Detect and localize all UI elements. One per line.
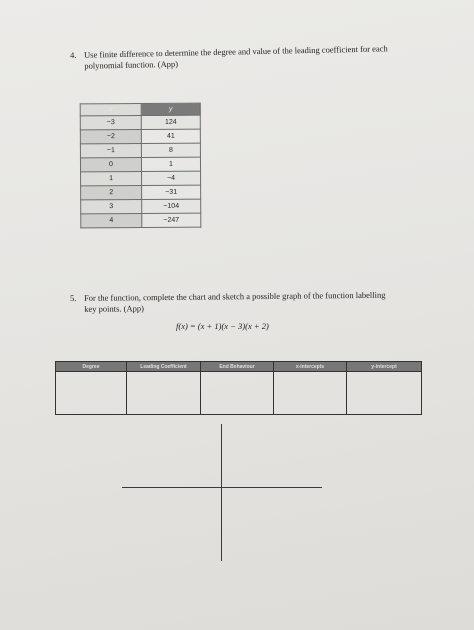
finite-difference-table [80, 103, 202, 229]
x-cell: 0 [80, 157, 141, 171]
column-header-x: x [80, 103, 141, 115]
answer-cell-end-behaviour[interactable] [201, 372, 274, 415]
table-row [80, 157, 200, 172]
x-cell: −3 [80, 115, 141, 129]
y-cell: −104 [142, 199, 201, 213]
table-row [81, 199, 201, 214]
table-row [81, 185, 201, 200]
header-degree: Degree [56, 362, 127, 372]
header-y-intercept: y-intercept [347, 362, 422, 372]
y-cell: 8 [141, 143, 200, 157]
answer-row [56, 372, 422, 415]
y-cell: 1 [141, 157, 200, 171]
x-cell: 3 [81, 199, 142, 213]
table-row [81, 171, 201, 186]
x-cell: 1 [81, 171, 142, 185]
x-cell: −1 [80, 143, 141, 157]
question-text-continued: polynomial function. (App) [84, 58, 179, 71]
table-row [80, 115, 200, 130]
answer-cell-x-intercepts[interactable] [274, 372, 347, 415]
question-text: Use finite difference to determine the degree and value of the leading coefficient for each [83, 43, 388, 60]
y-cell: −247 [142, 213, 201, 227]
y-cell: 124 [141, 115, 200, 129]
chart-header-row [56, 362, 422, 372]
question-5 [70, 289, 430, 315]
question-number: 4. [70, 49, 77, 60]
question-number: 5. [70, 292, 77, 303]
header-x-intercepts: x-intercepts [274, 362, 347, 372]
table-header-row [80, 103, 200, 116]
question-text: For the function, complete the chart and sketch a possible graph of the function labelling [83, 289, 386, 303]
sketch-x-axis [122, 487, 322, 488]
sketch-y-axis [221, 424, 222, 561]
answer-cell-y-intercept[interactable] [347, 372, 422, 415]
y-cell: 41 [141, 129, 200, 143]
answer-cell-leading-coefficient[interactable] [127, 372, 201, 415]
y-cell: −31 [142, 185, 201, 199]
x-cell: 4 [81, 213, 142, 227]
question-text-continued: key points. (App) [84, 303, 144, 314]
header-leading-coefficient: Leading Coefficient [127, 362, 201, 372]
table-row [80, 143, 200, 158]
table-row [81, 213, 201, 228]
function-formula: f(x) = (x + 1)(x − 3)(x + 2) [176, 321, 269, 331]
table-row [80, 129, 200, 144]
answer-cell-degree[interactable] [56, 372, 127, 415]
header-end-behaviour: End Behaviour [201, 362, 274, 372]
function-properties-chart [55, 361, 422, 415]
x-cell: −2 [80, 129, 141, 143]
column-header-y: y [141, 103, 200, 115]
x-cell: 2 [81, 185, 142, 199]
y-cell: −4 [142, 171, 201, 185]
